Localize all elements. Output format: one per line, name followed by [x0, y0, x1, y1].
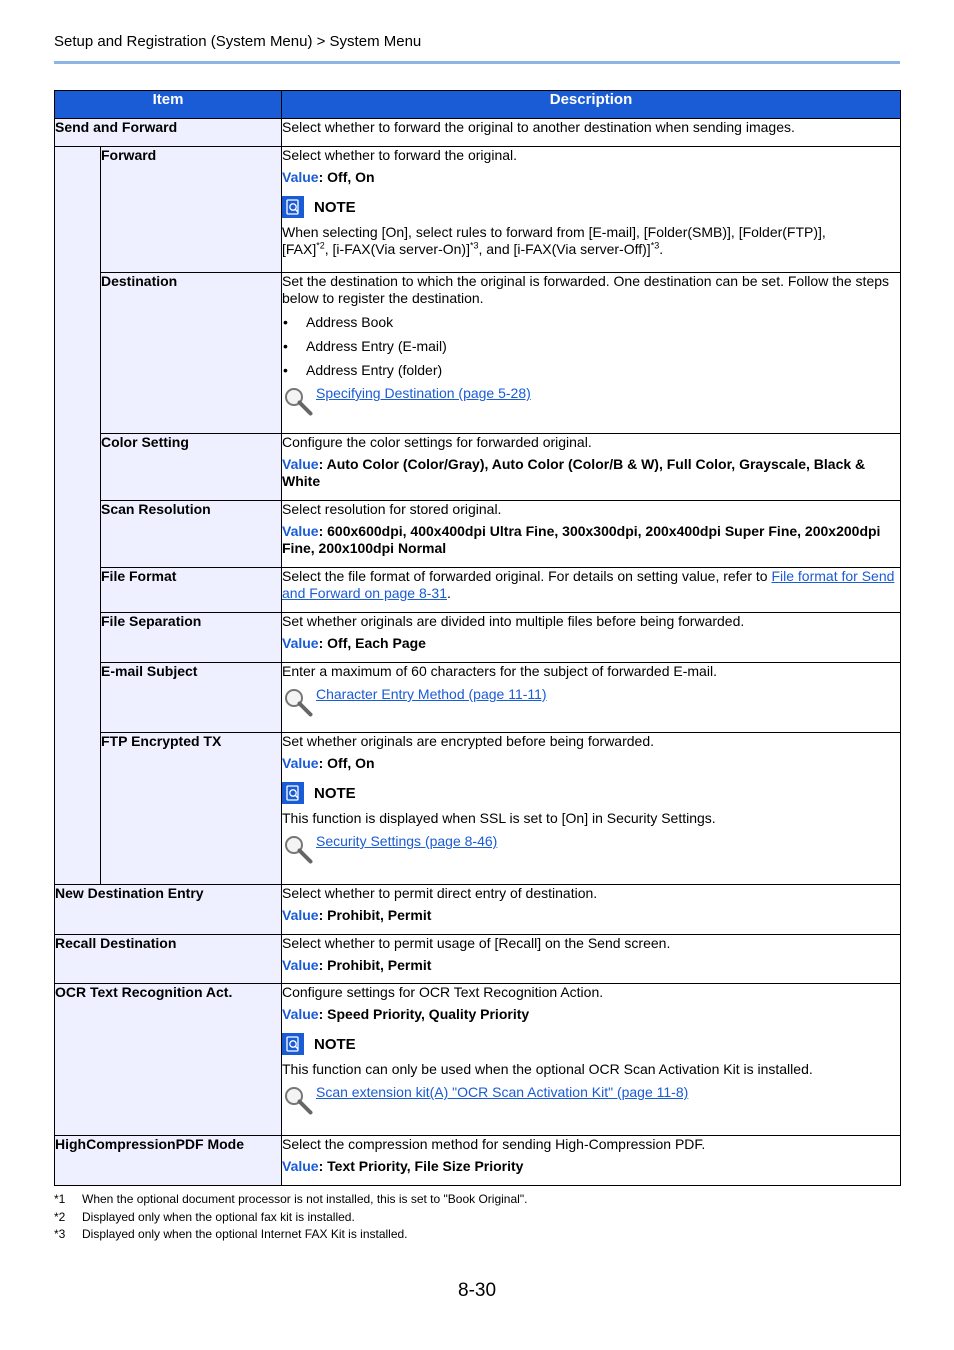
item-color-setting: Color Setting: [101, 434, 282, 501]
description-text: Select the compression method for sending High-Compression PDF.: [282, 1136, 706, 1152]
reference: [282, 385, 900, 417]
note-icon: [282, 1033, 304, 1055]
page-header: Setup and Registration (System Menu) > System Menu: [54, 33, 422, 50]
magnifier-icon: [282, 1084, 316, 1116]
value-line: Value: Off, On: [282, 755, 375, 771]
description-color-setting: [282, 434, 901, 501]
magnifier-icon: [282, 686, 316, 718]
item-highcompressionpdf-mode: HighCompressionPDF Mode: [55, 1136, 282, 1186]
value-line: [282, 169, 900, 186]
description-send-and-forward: [282, 119, 901, 147]
description-text: Configure the color settings for forwarded original.: [282, 434, 592, 450]
description-new-destination-entry: [282, 885, 901, 935]
list-item: • Address Book: [283, 314, 394, 330]
item-ocr-text-recognition: OCR Text Recognition Act.: [55, 984, 282, 1136]
note-heading: NOTE: [282, 781, 900, 805]
list-item: • Address Entry (folder): [283, 362, 443, 378]
table-row: [55, 613, 901, 663]
table-row: [55, 434, 901, 501]
table-row: [55, 568, 901, 613]
table-row: [55, 935, 901, 984]
list-item: • Address Entry (E-mail): [283, 338, 447, 354]
description-text: Select resolution for stored original.: [282, 501, 502, 517]
item-send-and-forward: Send and Forward: [55, 119, 282, 147]
description-ftp-encrypted-tx: [282, 733, 901, 885]
description-ocr-text-recognition: [282, 984, 901, 1136]
footnote: *1 When the optional document processor is not installed, this is set to "Book Original".: [54, 1192, 528, 1206]
value-text: : Off, On: [318, 169, 375, 185]
footnote: *2 Displayed only when the optional fax kit is installed.: [54, 1210, 355, 1224]
table-row: [55, 119, 901, 147]
value-line: Value: 600x600dpi, 400x400dpi Ultra Fine, 300x300dpi, 200x400dpi Super Fine, 200x200dpi Fine, 200x100dpi Normal: [282, 523, 881, 556]
reference-link[interactable]: Scan extension kit(A) "OCR Scan Activation Kit" (page 11-8): [316, 1084, 689, 1100]
description-text: Select whether to permit usage of [Recall] on the Send screen.: [282, 935, 671, 951]
note-text: This function can only be used when the optional OCR Scan Activation Kit is installed.: [282, 1061, 813, 1077]
column-header-description: Description: [282, 91, 901, 119]
value-line: Value: Auto Color (Color/Gray), Auto Color (Color/B & W), Full Color, Grayscale, Black & White: [282, 456, 866, 489]
note-text: When selecting [On], select rules to forward from [E-mail], [Folder(SMB)], [Folder(FTP)], [FAX]$^{*2}$, [i-FAX(Via server-On)]$^{*3}$, and [i-FAX(Via server-Off)]$^{*3}$.: [282, 224, 826, 257]
description-text: Select whether to forward the original.: [282, 147, 518, 163]
item-new-destination-entry: New Destination Entry: [55, 885, 282, 935]
reference-link[interactable]: Character Entry Method (page 11-11): [316, 686, 547, 702]
file-format-link[interactable]: File format for Send and Forward on page 8-31: [282, 568, 895, 601]
description-text: Set the destination to which the original is forwarded. One destination can be set. Follow the steps below to register the destination.: [282, 273, 890, 306]
table-row: [55, 501, 901, 568]
description-email-subject: [282, 663, 901, 733]
table-row: [55, 273, 901, 434]
column-header-item: Item: [55, 91, 282, 119]
table-row: [55, 885, 901, 935]
table-row: [55, 663, 901, 733]
magnifier-icon: [282, 385, 316, 417]
table-header-row: [55, 91, 901, 119]
description-file-separation: [282, 613, 901, 663]
description-text: Enter a maximum of 60 characters for the subject of forwarded E-mail.: [282, 663, 717, 679]
description-text: Select whether to forward the original to another destination when sending images.: [282, 119, 795, 135]
note-heading: [282, 195, 900, 219]
item-recall-destination: Recall Destination: [55, 935, 282, 984]
reference: [282, 833, 900, 865]
note-icon: [282, 196, 304, 218]
item-email-subject: E-mail Subject: [101, 663, 282, 733]
value-line: Value: Off, Each Page: [282, 635, 426, 651]
reference-link[interactable]: Specifying Destination (page 5-28): [316, 385, 531, 401]
description-text: Set whether originals are encrypted before being forwarded.: [282, 733, 654, 749]
item-destination: Destination: [101, 273, 282, 434]
value-line: Value: Prohibit, Permit: [282, 957, 432, 973]
note-heading: NOTE: [282, 1032, 900, 1056]
description-text: Select whether to permit direct entry of destination.: [282, 885, 598, 901]
description-highcompressionpdf-mode: [282, 1136, 901, 1186]
item-scan-resolution: Scan Resolution: [101, 501, 282, 568]
reference: [282, 1084, 900, 1116]
reference: [282, 686, 900, 718]
settings-table: [54, 90, 901, 1186]
value-label: Value: [282, 169, 319, 185]
value-line: Value: Speed Priority, Quality Priority: [282, 1006, 530, 1022]
description-recall-destination: [282, 935, 901, 984]
description-text: Set whether originals are divided into multiple files before being forwarded.: [282, 613, 745, 629]
description-text: Configure settings for OCR Text Recognition Action.: [282, 984, 604, 1000]
table-row: [55, 147, 901, 273]
magnifier-icon: [282, 833, 316, 865]
footnote: *3 Displayed only when the optional Internet FAX Kit is installed.: [54, 1227, 408, 1241]
item-forward: Forward: [101, 147, 282, 273]
value-line: Value: Text Priority, File Size Priority: [282, 1158, 524, 1174]
item-file-separation: File Separation: [101, 613, 282, 663]
item-ftp-encrypted-tx: FTP Encrypted TX: [101, 733, 282, 885]
description-scan-resolution: [282, 501, 901, 568]
table-row: [55, 733, 901, 885]
indent-spacer: [55, 147, 101, 885]
note-label: NOTE: [314, 198, 356, 216]
value-line: Value: Prohibit, Permit: [282, 907, 432, 923]
table-row: [55, 1136, 901, 1186]
note-icon: [282, 782, 304, 804]
description-file-format: Select the file format of forwarded original. For details on setting value, refer to File format for Send and Forward on page 8-31.: [282, 568, 901, 613]
item-file-format: File Format: [101, 568, 282, 613]
description-forward: [282, 147, 901, 273]
reference-link[interactable]: Security Settings (page 8-46): [316, 833, 498, 849]
header-rule: [54, 61, 900, 64]
note-text: This function is displayed when SSL is set to [On] in Security Settings.: [282, 810, 716, 826]
description-destination: [282, 273, 901, 434]
page-number: 8-30: [458, 1280, 497, 1301]
table-row: [55, 984, 901, 1136]
